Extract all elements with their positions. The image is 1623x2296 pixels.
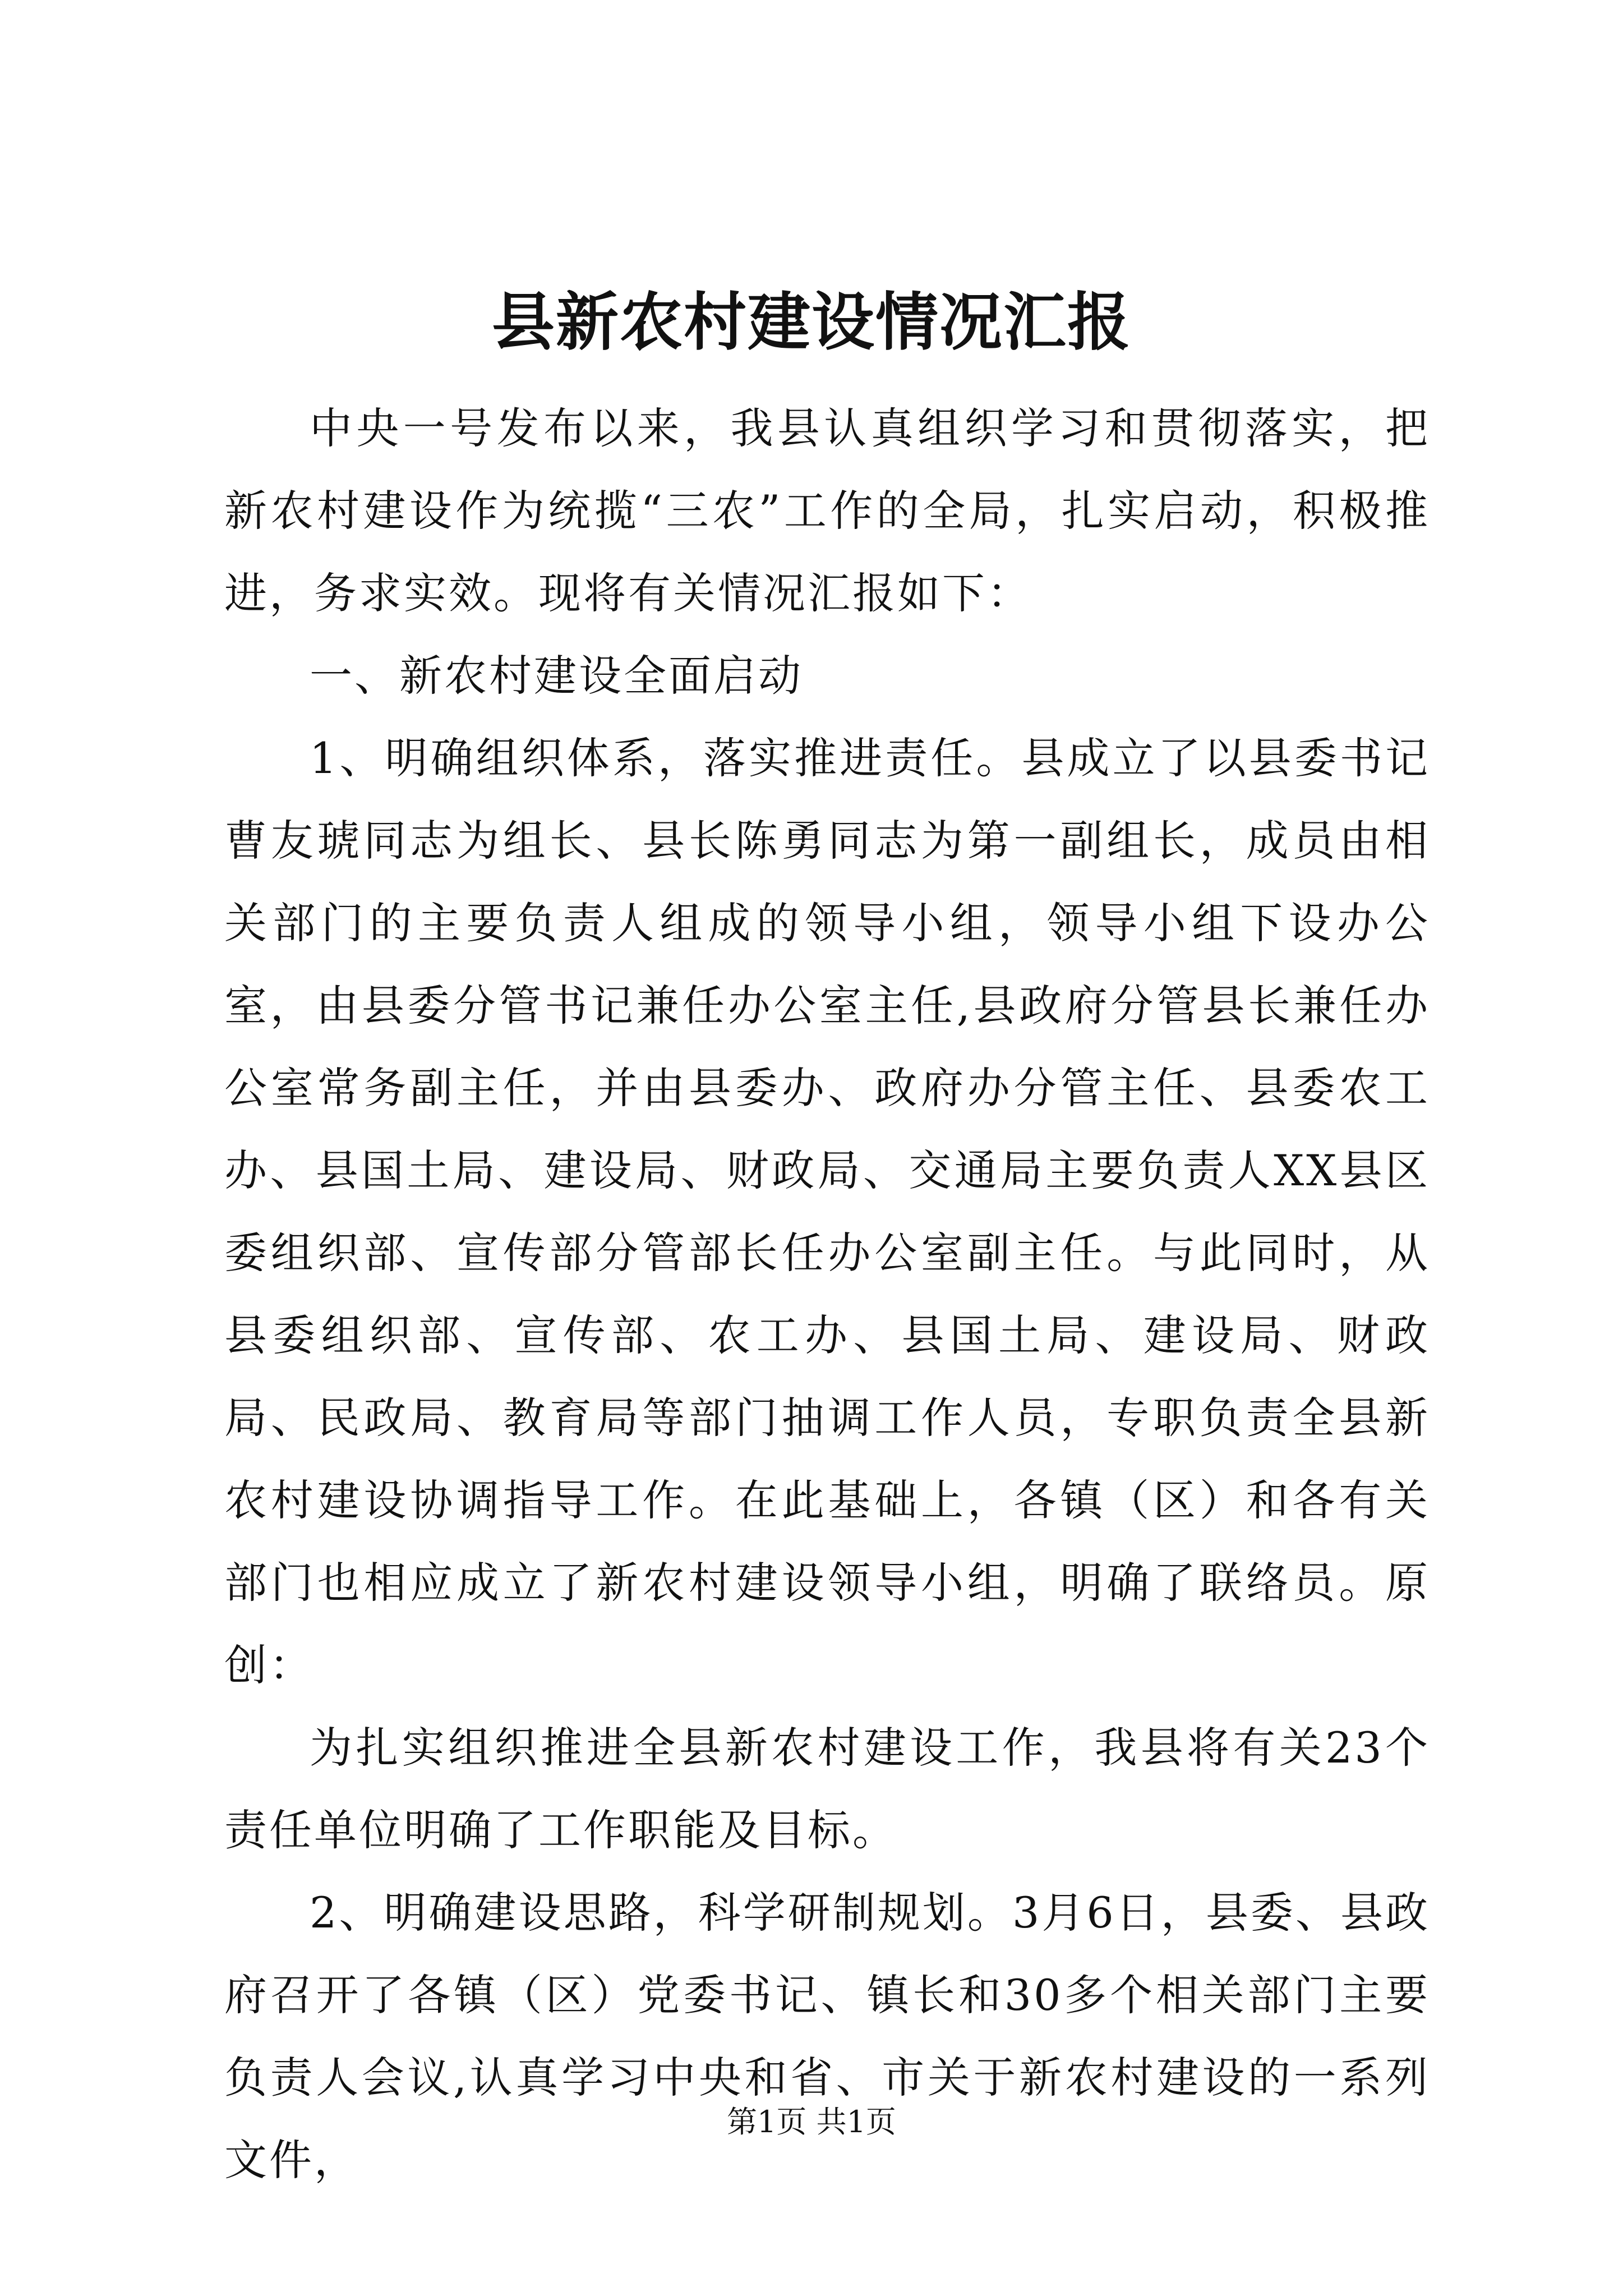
paragraph-planning: 2、明确建设思路，科学研制规划。3月6日，县委、县政府召开了各镇（区）党委书记、镇长和30多个相关部门主要负责人会议,认真学习中央和省、市关于新农村建设的一系列文件， bbox=[224, 1888, 1430, 2185]
section-heading-1: 一、新农村建设全面启动 bbox=[310, 651, 803, 701]
document-body bbox=[224, 387, 1430, 2201]
paragraph-responsibility: 为扎实组织推进全县新农村建设工作，我县将有关23个责任单位明确了工作职能及目标。 bbox=[224, 1723, 1430, 1855]
page-footer: 第1页 共1页 bbox=[727, 2104, 896, 2139]
paragraph-organization: 1、明确组织体系，落实推进责任。县成立了以县委书记曹友琥同志为组长、县长陈勇同志为第一副组长，成员由相关部门的主要负责人组成的领导小组，领导小组下设办公室，由县委分管书记兼任办公室主任,县政府分管县长兼任办公室常务副主任，并由县委办、政府办分管主任、县委农工办、县国土局、建设局、财政局、交通局主要负责人XX县区委组织部、宣传部分管部长任办公室副主任。与此同时，从县委组织部、宣传部、农工办、县国土局、建设局、财政局、民政局、教育局等部门抽调工作人员，专职负责全县新农村建设协调指导工作。在此基础上，各镇（区）和各有关部门也相应成立了新农村建设领导小组，明确了联络员。原创： bbox=[224, 733, 1430, 1690]
paragraph-intro: 中央一号发布以来，我县认真组织学习和贯彻落实，把新农村建设作为统揽“三农”工作的全局，扎实启动，积极推进，务求实效。现将有关情况汇报如下： bbox=[224, 403, 1430, 618]
document-title: 县新农村建设情况汇报 bbox=[492, 286, 1131, 359]
